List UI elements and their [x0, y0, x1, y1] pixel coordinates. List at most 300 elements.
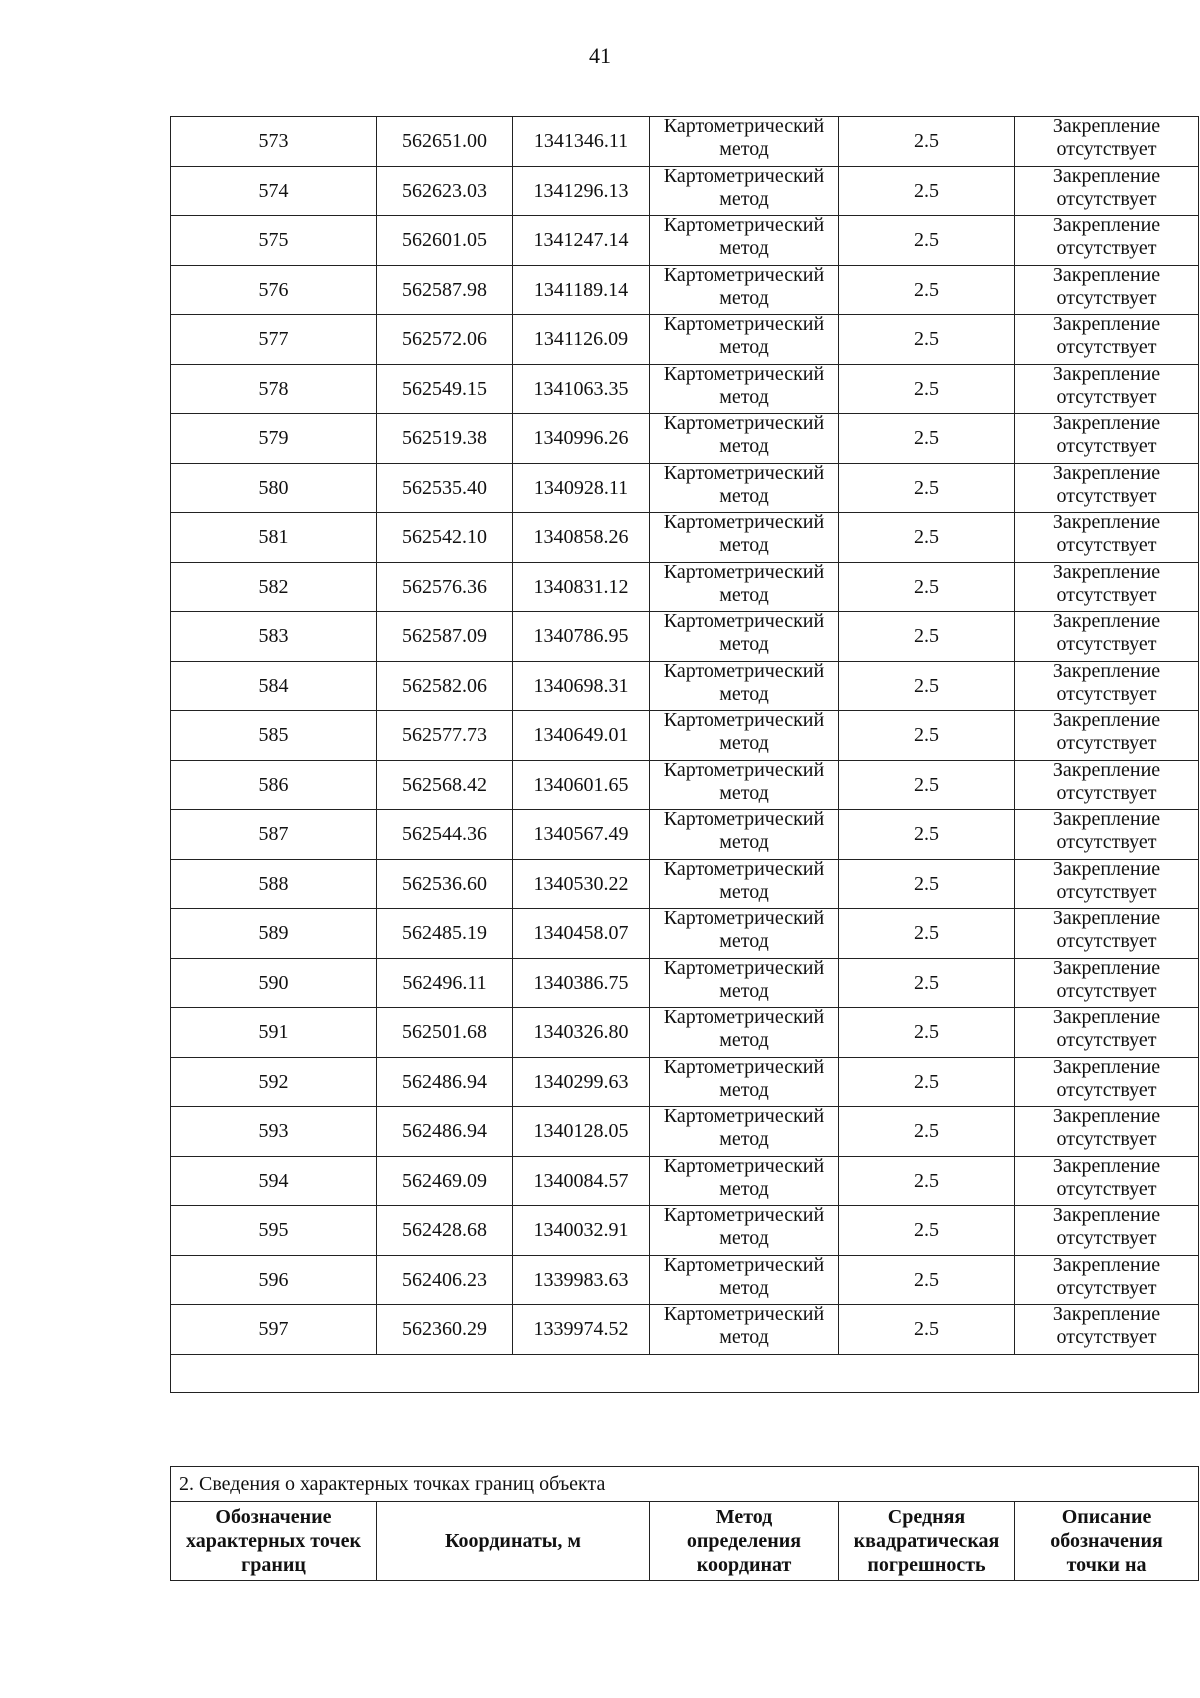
- y-coordinate-cell: 1340601.65: [513, 760, 650, 810]
- method-line1: Картометрический: [663, 1055, 825, 1078]
- x-coordinate-cell: 562572.06: [377, 315, 513, 365]
- point-cell: 588: [171, 859, 377, 909]
- method-line2: метод: [719, 1078, 769, 1101]
- description-cell: [1015, 265, 1199, 315]
- method-line1: Картометрический: [663, 1204, 825, 1227]
- description-cell: [1015, 1107, 1199, 1157]
- x-coordinate-cell: 562469.09: [377, 1156, 513, 1206]
- point-cell: 577: [171, 315, 377, 365]
- description-line2: отсутствует: [1056, 187, 1157, 210]
- table-row: [171, 909, 1199, 959]
- y-coordinate-cell: 1341063.35: [513, 364, 650, 414]
- method-text: [650, 214, 838, 260]
- method-line2: метод: [719, 682, 769, 705]
- description-line2: отсутствует: [1056, 880, 1157, 903]
- x-coordinate-cell: 562582.06: [377, 661, 513, 711]
- point-cell: 584: [171, 661, 377, 711]
- table-row: [171, 1008, 1199, 1058]
- point-cell: 591: [171, 1008, 377, 1058]
- description-line2: отсутствует: [1056, 682, 1157, 705]
- description-cell: [1015, 958, 1199, 1008]
- y-coordinate-cell: 1340831.12: [513, 562, 650, 612]
- description-cell: [1015, 166, 1199, 216]
- description-text: [1015, 858, 1198, 904]
- x-coordinate-cell: 562549.15: [377, 364, 513, 414]
- description-line1: Закрепление: [1052, 461, 1161, 484]
- x-coordinate-cell: 562519.38: [377, 414, 513, 464]
- y-coordinate-cell: 1340530.22: [513, 859, 650, 909]
- description-line1: Закрепление: [1052, 362, 1161, 385]
- accuracy-cell: 2.5: [839, 612, 1015, 662]
- y-coordinate-cell: 1341189.14: [513, 265, 650, 315]
- table-row: [171, 958, 1199, 1008]
- method-line1: Картометрический: [663, 362, 825, 385]
- x-coordinate-cell: 562651.00: [377, 117, 513, 167]
- point-cell: 594: [171, 1156, 377, 1206]
- method-cell: [650, 859, 839, 909]
- method-line2: метод: [719, 930, 769, 953]
- description-line1: Закрепление: [1052, 511, 1161, 534]
- description-text: [1015, 313, 1198, 359]
- accuracy-cell: 2.5: [839, 1255, 1015, 1305]
- x-coordinate-cell: 562587.09: [377, 612, 513, 662]
- method-line1: Картометрический: [663, 1105, 825, 1128]
- point-cell: 582: [171, 562, 377, 612]
- method-line2: метод: [719, 880, 769, 903]
- header-point-line1: Обозначение: [215, 1506, 332, 1528]
- x-coordinate-cell: 562485.19: [377, 909, 513, 959]
- description-cell: [1015, 315, 1199, 365]
- x-coordinate-cell: 562536.60: [377, 859, 513, 909]
- coordinates-table-body: [171, 117, 1199, 1393]
- header-method-line2: определения: [686, 1530, 802, 1552]
- description-line2: отсутствует: [1056, 336, 1157, 359]
- description-line2: отсутствует: [1056, 484, 1157, 507]
- accuracy-cell: 2.5: [839, 760, 1015, 810]
- method-line2: метод: [719, 138, 769, 161]
- method-cell: [650, 117, 839, 167]
- description-cell: [1015, 1305, 1199, 1355]
- method-line2: метод: [719, 1177, 769, 1200]
- description-line2: отсутствует: [1056, 1128, 1157, 1151]
- description-text: [1015, 214, 1198, 260]
- accuracy-cell: 2.5: [839, 1156, 1015, 1206]
- method-cell: [650, 711, 839, 761]
- y-coordinate-cell: 1340858.26: [513, 513, 650, 563]
- method-line1: Картометрический: [663, 214, 825, 237]
- description-line1: Закрепление: [1052, 214, 1161, 237]
- method-text: [650, 610, 838, 656]
- method-text: [650, 660, 838, 706]
- method-line1: Картометрический: [663, 412, 825, 435]
- method-cell: [650, 364, 839, 414]
- table-row: [171, 711, 1199, 761]
- y-coordinate-cell: 1339983.63: [513, 1255, 650, 1305]
- description-line2: отсутствует: [1056, 237, 1157, 260]
- method-text: [650, 759, 838, 805]
- point-cell: 579: [171, 414, 377, 464]
- description-text: [1015, 264, 1198, 310]
- description-line1: Закрепление: [1052, 857, 1161, 880]
- method-line2: метод: [719, 1276, 769, 1299]
- table-row: [171, 1206, 1199, 1256]
- header-point-designation: [171, 1502, 377, 1581]
- table-row: [171, 612, 1199, 662]
- y-coordinate-cell: 1340084.57: [513, 1156, 650, 1206]
- x-coordinate-cell: 562568.42: [377, 760, 513, 810]
- description-line1: Закрепление: [1052, 956, 1161, 979]
- accuracy-cell: 2.5: [839, 166, 1015, 216]
- description-text: [1015, 1056, 1198, 1102]
- method-line1: Картометрический: [663, 313, 825, 336]
- description-line1: Закрепление: [1052, 412, 1161, 435]
- x-coordinate-cell: 562587.98: [377, 265, 513, 315]
- description-text: [1015, 412, 1198, 458]
- method-line2: метод: [719, 435, 769, 458]
- accuracy-cell: 2.5: [839, 1107, 1015, 1157]
- method-line1: Картометрический: [663, 1253, 825, 1276]
- method-text: [650, 907, 838, 953]
- point-cell: 574: [171, 166, 377, 216]
- accuracy-cell: 2.5: [839, 661, 1015, 711]
- description-text: [1015, 165, 1198, 211]
- method-line2: метод: [719, 1227, 769, 1250]
- description-text: [1015, 115, 1198, 161]
- method-cell: [650, 315, 839, 365]
- y-coordinate-cell: 1340032.91: [513, 1206, 650, 1256]
- point-cell: 585: [171, 711, 377, 761]
- method-cell: [650, 1057, 839, 1107]
- table-row: [171, 661, 1199, 711]
- method-cell: [650, 1107, 839, 1157]
- y-coordinate-cell: 1341346.11: [513, 117, 650, 167]
- description-line1: Закрепление: [1052, 709, 1161, 732]
- table-row: [171, 513, 1199, 563]
- method-text: [650, 1105, 838, 1151]
- accuracy-cell: 2.5: [839, 859, 1015, 909]
- table-row: [171, 1057, 1199, 1107]
- method-cell: [650, 513, 839, 563]
- description-line2: отсутствует: [1056, 1276, 1157, 1299]
- description-text: [1015, 660, 1198, 706]
- x-coordinate-cell: 562535.40: [377, 463, 513, 513]
- description-cell: [1015, 1008, 1199, 1058]
- description-line2: отсутствует: [1056, 1326, 1157, 1349]
- method-line1: Картометрический: [663, 956, 825, 979]
- method-cell: [650, 760, 839, 810]
- table-row: [171, 1107, 1199, 1157]
- table-row: [171, 216, 1199, 266]
- description-line1: Закрепление: [1052, 1006, 1161, 1029]
- accuracy-cell: 2.5: [839, 562, 1015, 612]
- method-cell: [650, 216, 839, 266]
- method-cell: [650, 661, 839, 711]
- y-coordinate-cell: 1341296.13: [513, 166, 650, 216]
- table-empty-row: [171, 1354, 1199, 1392]
- description-line2: отсутствует: [1056, 732, 1157, 755]
- x-coordinate-cell: 562486.94: [377, 1107, 513, 1157]
- description-line1: Закрепление: [1052, 313, 1161, 336]
- description-cell: [1015, 810, 1199, 860]
- description-line1: Закрепление: [1052, 164, 1161, 187]
- y-coordinate-cell: 1340299.63: [513, 1057, 650, 1107]
- description-line2: отсутствует: [1056, 138, 1157, 161]
- method-text: [650, 165, 838, 211]
- table-row: [171, 364, 1199, 414]
- method-cell: [650, 1206, 839, 1256]
- description-cell: [1015, 859, 1199, 909]
- point-cell: 589: [171, 909, 377, 959]
- accuracy-cell: 2.5: [839, 1057, 1015, 1107]
- x-coordinate-cell: 562486.94: [377, 1057, 513, 1107]
- accuracy-cell: 2.5: [839, 463, 1015, 513]
- table-row: [171, 1156, 1199, 1206]
- method-text: [650, 511, 838, 557]
- x-coordinate-cell: 562623.03: [377, 166, 513, 216]
- header-accuracy-line1: Средняя: [887, 1506, 966, 1528]
- point-cell: 595: [171, 1206, 377, 1256]
- header-method: [650, 1502, 839, 1581]
- description-line1: Закрепление: [1052, 808, 1161, 831]
- description-cell: [1015, 1156, 1199, 1206]
- description-line1: Закрепление: [1052, 907, 1161, 930]
- method-text: [650, 808, 838, 854]
- method-line2: метод: [719, 385, 769, 408]
- method-cell: [650, 562, 839, 612]
- method-line1: Картометрический: [663, 758, 825, 781]
- page-number: 41: [589, 43, 611, 68]
- description-line2: отсутствует: [1056, 979, 1157, 1002]
- description-cell: [1015, 1206, 1199, 1256]
- point-cell: 587: [171, 810, 377, 860]
- description-line1: Закрепление: [1052, 115, 1161, 138]
- method-line1: Картометрический: [663, 610, 825, 633]
- header-point-line2: характерных точек: [185, 1530, 362, 1552]
- description-line1: Закрепление: [1052, 1105, 1161, 1128]
- method-cell: [650, 414, 839, 464]
- method-line1: Картометрический: [663, 659, 825, 682]
- description-line2: отсутствует: [1056, 1078, 1157, 1101]
- description-text: [1015, 1155, 1198, 1201]
- description-line1: Закрепление: [1052, 1303, 1161, 1326]
- method-text: [650, 1155, 838, 1201]
- description-text: [1015, 1204, 1198, 1250]
- empty-cell: [171, 1354, 1199, 1392]
- y-coordinate-cell: 1340786.95: [513, 612, 650, 662]
- method-text: [650, 1204, 838, 1250]
- header-accuracy-line2: квадратическая: [853, 1530, 1000, 1552]
- header-description: [1015, 1502, 1199, 1581]
- method-line2: метод: [719, 633, 769, 656]
- description-cell: [1015, 760, 1199, 810]
- description-text: [1015, 1254, 1198, 1300]
- method-line1: Картометрический: [663, 907, 825, 930]
- accuracy-cell: 2.5: [839, 909, 1015, 959]
- description-cell: [1015, 711, 1199, 761]
- description-cell: [1015, 117, 1199, 167]
- accuracy-cell: 2.5: [839, 513, 1015, 563]
- header-desc-line2: обозначения: [1050, 1530, 1163, 1552]
- section2-title-row: [171, 1467, 1199, 1502]
- description-line2: отсутствует: [1056, 286, 1157, 309]
- accuracy-cell: 2.5: [839, 414, 1015, 464]
- method-line1: Картометрический: [663, 709, 825, 732]
- x-coordinate-cell: 562496.11: [377, 958, 513, 1008]
- table-row: [171, 463, 1199, 513]
- description-line2: отсутствует: [1056, 435, 1157, 458]
- y-coordinate-cell: 1340458.07: [513, 909, 650, 959]
- description-line2: отсутствует: [1056, 583, 1157, 606]
- point-cell: 592: [171, 1057, 377, 1107]
- y-coordinate-cell: 1339974.52: [513, 1305, 650, 1355]
- table-row: [171, 315, 1199, 365]
- description-line1: Закрепление: [1052, 263, 1161, 286]
- point-cell: 578: [171, 364, 377, 414]
- x-coordinate-cell: 562542.10: [377, 513, 513, 563]
- method-cell: [650, 1305, 839, 1355]
- method-text: [650, 412, 838, 458]
- description-cell: [1015, 1057, 1199, 1107]
- section2-title: 2. Сведения о характерных точках границ объекта: [171, 1467, 1199, 1502]
- method-cell: [650, 1008, 839, 1058]
- method-cell: [650, 1255, 839, 1305]
- x-coordinate-cell: 562360.29: [377, 1305, 513, 1355]
- header-accuracy: [839, 1502, 1015, 1581]
- method-cell: [650, 463, 839, 513]
- accuracy-cell: 2.5: [839, 810, 1015, 860]
- accuracy-cell: 2.5: [839, 364, 1015, 414]
- y-coordinate-cell: 1340567.49: [513, 810, 650, 860]
- y-coordinate-cell: 1341126.09: [513, 315, 650, 365]
- method-cell: [650, 265, 839, 315]
- method-text: [650, 313, 838, 359]
- accuracy-cell: 2.5: [839, 117, 1015, 167]
- description-cell: [1015, 1255, 1199, 1305]
- method-line2: метод: [719, 484, 769, 507]
- accuracy-cell: 2.5: [839, 315, 1015, 365]
- description-line1: Закрепление: [1052, 560, 1161, 583]
- method-line1: Картометрический: [663, 1006, 825, 1029]
- method-line1: Картометрический: [663, 115, 825, 138]
- point-cell: 593: [171, 1107, 377, 1157]
- x-coordinate-cell: 562428.68: [377, 1206, 513, 1256]
- description-line1: Закрепление: [1052, 1154, 1161, 1177]
- x-coordinate-cell: 562601.05: [377, 216, 513, 266]
- method-line1: Картометрический: [663, 857, 825, 880]
- method-line2: метод: [719, 979, 769, 1002]
- point-cell: 586: [171, 760, 377, 810]
- accuracy-cell: 2.5: [839, 1206, 1015, 1256]
- point-cell: 590: [171, 958, 377, 1008]
- section2-table: [170, 1466, 1199, 1581]
- method-text: [650, 1006, 838, 1052]
- method-text: [650, 561, 838, 607]
- point-cell: 583: [171, 612, 377, 662]
- method-line2: метод: [719, 1326, 769, 1349]
- table-row: [171, 166, 1199, 216]
- method-cell: [650, 810, 839, 860]
- description-line2: отсутствует: [1056, 534, 1157, 557]
- description-cell: [1015, 909, 1199, 959]
- method-line1: Картометрический: [663, 1303, 825, 1326]
- table-row: [171, 859, 1199, 909]
- description-cell: [1015, 612, 1199, 662]
- description-cell: [1015, 364, 1199, 414]
- method-line2: метод: [719, 237, 769, 260]
- point-cell: 576: [171, 265, 377, 315]
- description-text: [1015, 363, 1198, 409]
- method-text: [650, 709, 838, 755]
- method-text: [650, 462, 838, 508]
- table-row: [171, 1255, 1199, 1305]
- description-line2: отсутствует: [1056, 1177, 1157, 1200]
- description-line1: Закрепление: [1052, 1253, 1161, 1276]
- description-text: [1015, 808, 1198, 854]
- method-text: [650, 115, 838, 161]
- method-line1: Картометрический: [663, 461, 825, 484]
- table-row: [171, 810, 1199, 860]
- accuracy-cell: 2.5: [839, 1305, 1015, 1355]
- description-line1: Закрепление: [1052, 659, 1161, 682]
- description-cell: [1015, 661, 1199, 711]
- y-coordinate-cell: 1340128.05: [513, 1107, 650, 1157]
- method-text: [650, 1056, 838, 1102]
- method-cell: [650, 612, 839, 662]
- method-text: [650, 957, 838, 1003]
- y-coordinate-cell: 1341247.14: [513, 216, 650, 266]
- header-coordinates: Координаты, м: [377, 1502, 650, 1581]
- method-line2: метод: [719, 336, 769, 359]
- description-line1: Закрепление: [1052, 1055, 1161, 1078]
- description-cell: [1015, 463, 1199, 513]
- table-row: [171, 414, 1199, 464]
- header-method-line1: Метод: [715, 1506, 773, 1528]
- header-point-line3: границ: [241, 1554, 306, 1576]
- description-line2: отсутствует: [1056, 385, 1157, 408]
- method-cell: [650, 1156, 839, 1206]
- description-line2: отсутствует: [1056, 1227, 1157, 1250]
- description-cell: [1015, 562, 1199, 612]
- accuracy-cell: 2.5: [839, 216, 1015, 266]
- method-line2: метод: [719, 187, 769, 210]
- method-line1: Картометрический: [663, 1154, 825, 1177]
- method-text: [650, 858, 838, 904]
- description-text: [1015, 759, 1198, 805]
- description-cell: [1015, 414, 1199, 464]
- description-cell: [1015, 513, 1199, 563]
- y-coordinate-cell: 1340996.26: [513, 414, 650, 464]
- description-text: [1015, 511, 1198, 557]
- point-cell: 581: [171, 513, 377, 563]
- method-cell: [650, 958, 839, 1008]
- y-coordinate-cell: 1340386.75: [513, 958, 650, 1008]
- table-row: [171, 265, 1199, 315]
- x-coordinate-cell: 562576.36: [377, 562, 513, 612]
- accuracy-cell: 2.5: [839, 958, 1015, 1008]
- method-line2: метод: [719, 534, 769, 557]
- method-text: [650, 1254, 838, 1300]
- description-line2: отсутствует: [1056, 781, 1157, 804]
- description-cell: [1015, 216, 1199, 266]
- description-text: [1015, 561, 1198, 607]
- method-line2: метод: [719, 781, 769, 804]
- method-line2: метод: [719, 831, 769, 854]
- point-cell: 573: [171, 117, 377, 167]
- y-coordinate-cell: 1340649.01: [513, 711, 650, 761]
- x-coordinate-cell: 562544.36: [377, 810, 513, 860]
- description-line1: Закрепление: [1052, 610, 1161, 633]
- point-cell: 597: [171, 1305, 377, 1355]
